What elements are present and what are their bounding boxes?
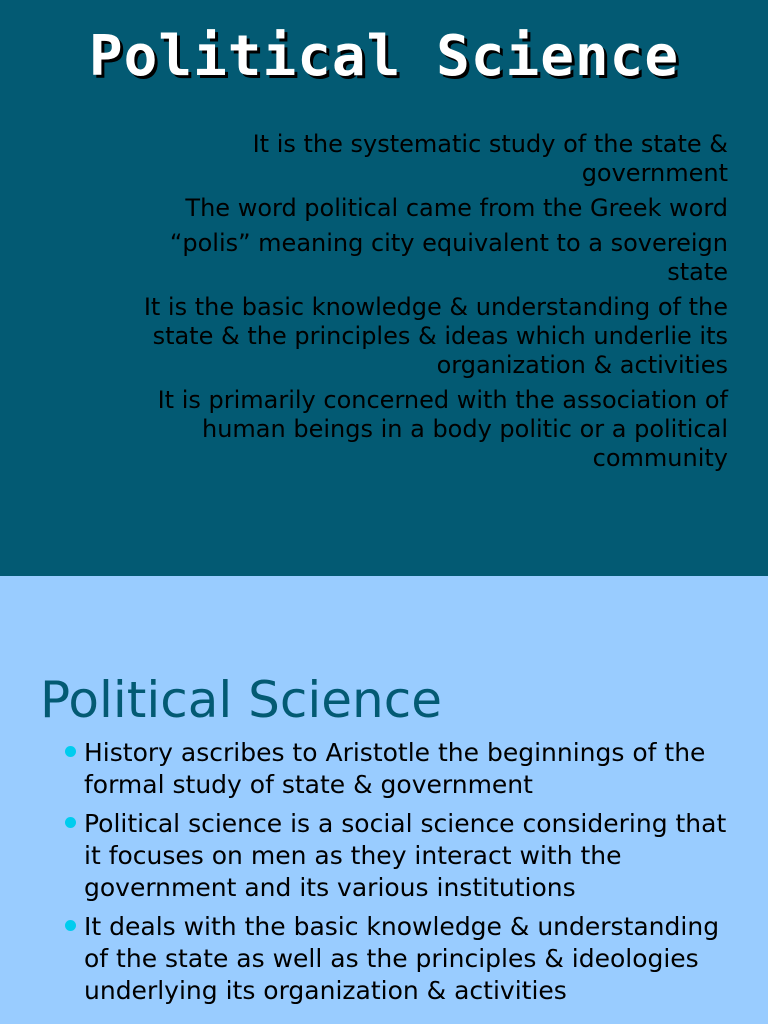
slide-1-paragraph: It is the systematic study of the state & government bbox=[252, 130, 728, 187]
slide-1-paragraph: It is primarily concerned with the association of human beings in a body politic or a political community bbox=[157, 386, 728, 472]
slide-1-title: Political Science bbox=[88, 24, 680, 89]
slide-1-paragraph: “polis” meaning city equivalent to a sovereign state bbox=[169, 229, 728, 286]
bullet-dot-icon bbox=[65, 920, 76, 931]
slide-2-bullet-list bbox=[38, 737, 738, 1014]
bullet-dot-icon bbox=[65, 746, 76, 757]
slide-1-paragraph: It is the basic knowledge & understanding of the state & the principles & ideas which underlie its organization & activities bbox=[143, 293, 728, 379]
slide-2 bbox=[0, 576, 768, 1024]
slide-1-paragraph: The word political came from the Greek word bbox=[185, 194, 728, 222]
list-item bbox=[38, 737, 738, 801]
list-item-text: Political science is a social science considering that it focuses on men as they interact with the government and its various institutions bbox=[84, 809, 727, 902]
slide-2-title: Political Science bbox=[40, 671, 442, 729]
list-item bbox=[38, 808, 738, 904]
list-item-text: It deals with the basic knowledge & understanding of the state as well as the principles & ideologies underlying its organization & activities bbox=[84, 912, 720, 1005]
slide-1-body bbox=[120, 130, 728, 479]
bullet-dot-icon bbox=[65, 817, 76, 828]
list-item-text: History ascribes to Aristotle the beginnings of the formal study of state & government bbox=[84, 738, 706, 799]
list-item bbox=[38, 911, 738, 1007]
